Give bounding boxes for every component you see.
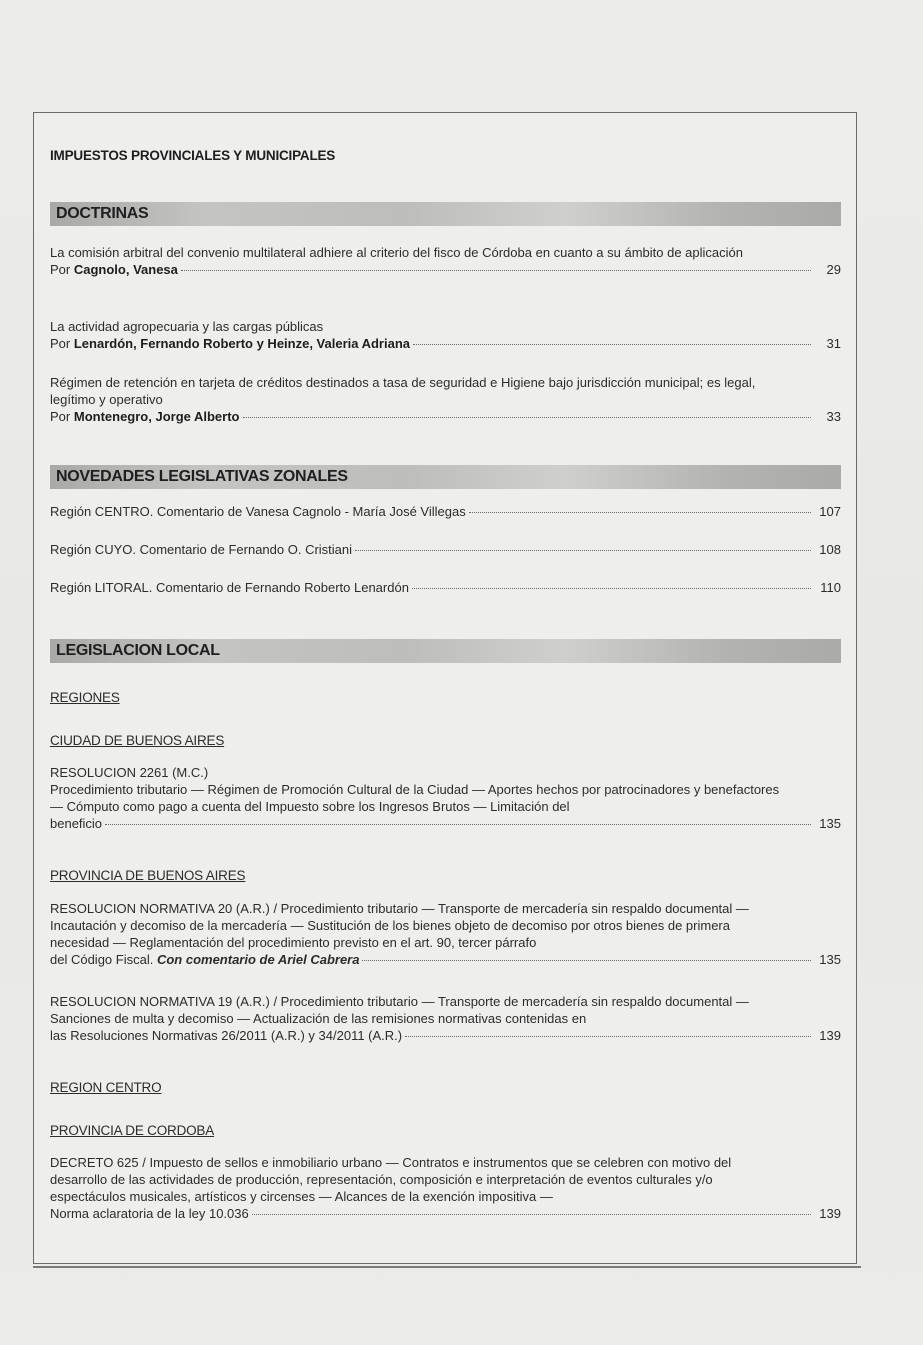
entry-last-line: del Código Fiscal. bbox=[50, 952, 154, 967]
page-number: 29 bbox=[826, 262, 841, 277]
toc-entry[interactable] bbox=[50, 244, 841, 278]
dot-leader bbox=[362, 960, 811, 961]
page-number: 135 bbox=[819, 952, 841, 967]
entry-body: Procedimiento tributario — Régimen de Promoción Cultural de la Ciudad — Aportes hechos por patrocinadores y benefactores — Cómputo como pago a cuenta del Impuesto sobre los Ingresos Brutos — Limitación del bbox=[50, 782, 780, 814]
page-number: 107 bbox=[819, 504, 841, 519]
section-band-novedades bbox=[50, 465, 841, 489]
dot-leader bbox=[252, 1214, 811, 1215]
dot-leader bbox=[405, 1036, 811, 1037]
section-heading: NOVEDADES LEGISLATIVAS ZONALES bbox=[56, 468, 348, 485]
dot-leader bbox=[243, 417, 812, 418]
subheading-cordoba[interactable]: PROVINCIA DE CORDOBA bbox=[50, 1123, 215, 1138]
entry-last-line: Norma aclaratoria de la ley 10.036 bbox=[50, 1206, 249, 1221]
by-label: Por bbox=[50, 336, 71, 351]
page-number: 31 bbox=[826, 336, 841, 351]
entry-body: RESOLUCION NORMATIVA 19 (A.R.) / Procedimiento tributario — Transporte de mercadería sin respaldo documental — Sanciones de multa y decomiso — Actualización de las remisiones normativas contenidas en bbox=[50, 994, 749, 1026]
dot-leader bbox=[355, 550, 811, 551]
toc-entry[interactable] bbox=[50, 764, 841, 832]
toc-entry[interactable] bbox=[50, 318, 841, 352]
entry-heading: RESOLUCION 2261 (M.C.) bbox=[50, 765, 209, 780]
dot-leader bbox=[469, 512, 811, 513]
page-title: IMPUESTOS PROVINCIALES Y MUNICIPALES bbox=[50, 148, 336, 163]
dot-leader bbox=[413, 344, 811, 345]
entry-title: Región CUYO. Comentario de Fernando O. Cristiani bbox=[50, 542, 353, 557]
toc-entry[interactable] bbox=[50, 993, 841, 1044]
entry-title: Régimen de retención en tarjeta de créditos destinados a tasa de seguridad e Higiene bajo jurisdicción municipal; es legal, legítimo y operativo bbox=[50, 375, 756, 407]
section-heading: DOCTRINAS bbox=[56, 205, 149, 222]
subheading-region-centro[interactable]: REGION CENTRO bbox=[50, 1080, 162, 1095]
page-number: 33 bbox=[826, 409, 841, 424]
toc-entry[interactable] bbox=[50, 900, 841, 968]
page-number: 139 bbox=[819, 1206, 841, 1221]
subheading-pba[interactable]: PROVINCIA DE BUENOS AIRES bbox=[50, 868, 246, 883]
subheading-caba[interactable]: CIUDAD DE BUENOS AIRES bbox=[50, 733, 225, 748]
entry-author: Lenardón, Fernando Roberto y Heinze, Valeria Adriana bbox=[73, 336, 411, 351]
toc-entry[interactable] bbox=[50, 1154, 841, 1222]
entry-last-line: las Resoluciones Normativas 26/2011 (A.R.) y 34/2011 (A.R.) bbox=[50, 1028, 403, 1043]
entry-comment: Con comentario de Ariel Cabrera bbox=[156, 952, 360, 967]
section-band-legislacion bbox=[50, 639, 841, 663]
entry-body: DECRETO 625 / Impuesto de sellos e inmobiliario urbano — Contratos e instrumentos que se celebren con motivo del desarrollo de las actividades de producción, representación, composición e interpretación de eventos culturales y/o espectáculos musicales, artísticos y circenses — Alcances de la exención impositiva — bbox=[50, 1155, 732, 1204]
entry-body: RESOLUCION NORMATIVA 20 (A.R.) / Procedimiento tributario — Transporte de mercadería sin respaldo documental — Incautación y decomiso de la mercadería — Sustitución de los bienes objeto de decomiso por otros bienes de primera necesidad — Reglamentación del procedimiento previsto en el art. 90, tercer párrafo bbox=[50, 901, 749, 950]
entry-title: La actividad agropecuaria y las cargas públicas bbox=[50, 319, 324, 334]
dot-leader bbox=[412, 588, 811, 589]
toc-entry[interactable] bbox=[50, 374, 841, 425]
toc-entry[interactable] bbox=[50, 541, 841, 558]
page-number: 110 bbox=[820, 580, 841, 595]
page-number: 139 bbox=[819, 1028, 841, 1043]
toc-entry[interactable] bbox=[50, 579, 841, 596]
section-heading: LEGISLACION LOCAL bbox=[56, 642, 220, 659]
divider bbox=[33, 1266, 861, 1268]
by-label: Por bbox=[50, 409, 71, 424]
entry-title: La comisión arbitral del convenio multilateral adhiere al criterio del fisco de Córdoba en cuanto a su ámbito de aplicación bbox=[50, 245, 743, 260]
entry-title: Región CENTRO. Comentario de Vanesa Cagnolo - María José Villegas bbox=[50, 504, 466, 519]
entry-last-line: beneficio bbox=[50, 816, 103, 831]
section-band-doctrinas bbox=[50, 202, 841, 226]
page-number: 135 bbox=[819, 816, 841, 831]
entry-author: Montenegro, Jorge Alberto bbox=[73, 409, 240, 424]
dot-leader bbox=[181, 270, 811, 271]
dot-leader bbox=[105, 824, 811, 825]
entry-title: Región LITORAL. Comentario de Fernando Roberto Lenardón bbox=[50, 580, 409, 595]
subheading-regiones[interactable]: REGIONES bbox=[50, 690, 120, 705]
page-number: 108 bbox=[819, 542, 841, 557]
by-label: Por bbox=[50, 262, 71, 277]
entry-author: Cagnolo, Vanesa bbox=[73, 262, 178, 277]
toc-entry[interactable] bbox=[50, 503, 841, 520]
